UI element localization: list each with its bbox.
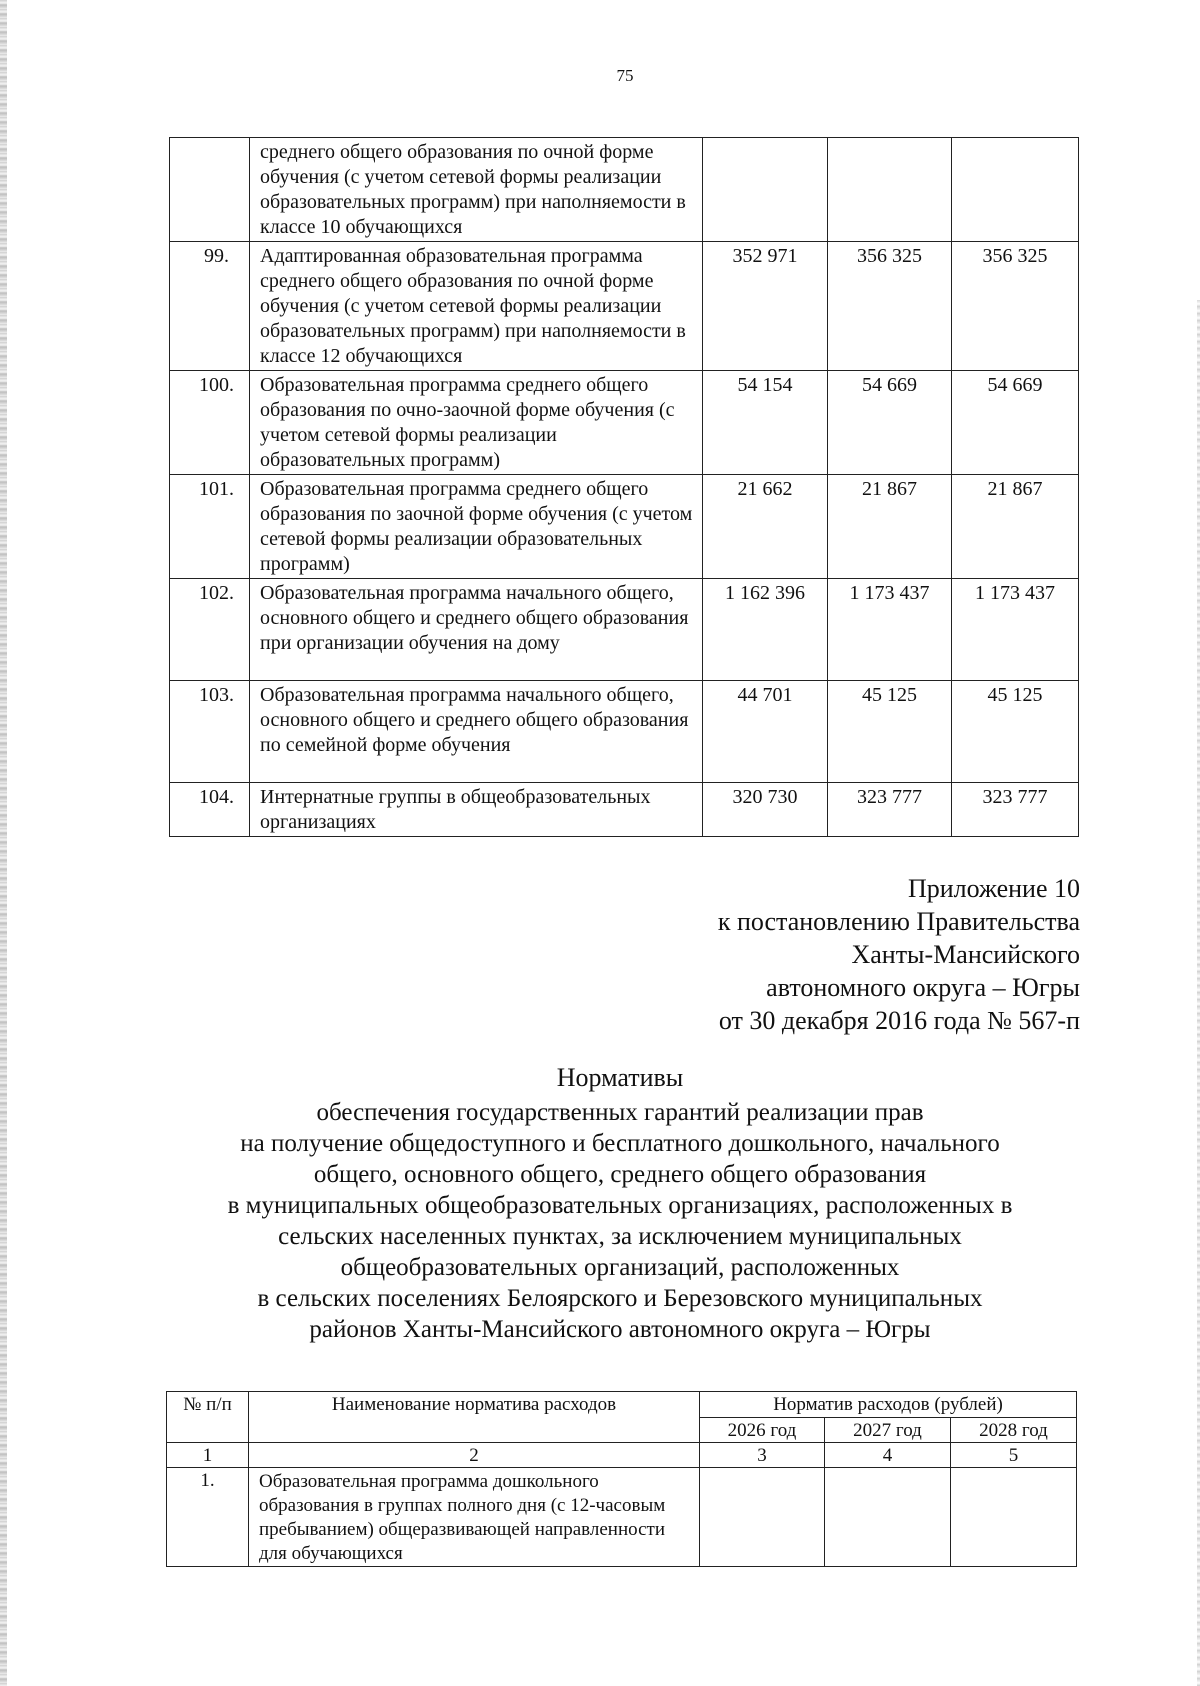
appendix-line: Ханты-Мансийского (851, 940, 1080, 969)
value-2028: 54 669 (952, 371, 1079, 475)
column-number-row (167, 1443, 1077, 1468)
column-number: 2 (249, 1443, 700, 1468)
column-number: 1 (167, 1443, 249, 1468)
column-number: 3 (700, 1443, 825, 1468)
value-2027: 356 325 (828, 242, 952, 371)
table-row (170, 783, 1079, 837)
table-row (167, 1468, 1077, 1567)
header-year: 2026 год (700, 1418, 825, 1443)
value-2026: 21 662 (703, 475, 828, 579)
table-row (170, 371, 1079, 475)
appendix-line: к постановлению Правительства (717, 907, 1080, 936)
table-header-row (167, 1392, 1077, 1418)
row-name: Интернатные группы в общеобразовательных организациях (250, 783, 703, 837)
header-number: № п/п (167, 1392, 249, 1443)
value-2027 (825, 1468, 951, 1567)
scan-edge-left (0, 0, 7, 1686)
value-2027: 1 173 437 (828, 579, 952, 681)
value-2027: 45 125 (828, 681, 952, 783)
appendix-line: Приложение 10 (907, 874, 1080, 903)
title-line: общего, основного общего, среднего общего образования (313, 1161, 927, 1188)
value-2028: 1 173 437 (952, 579, 1079, 681)
title-main: Нормативы (556, 1063, 684, 1092)
value-2028 (952, 138, 1079, 242)
value-2028: 45 125 (952, 681, 1079, 783)
row-name: Образовательная программа начального общего, основного общего и среднего общего образования при организации обучения на дому (250, 579, 703, 681)
value-2026: 54 154 (703, 371, 828, 475)
header-group: Норматив расходов (рублей) (700, 1392, 1077, 1418)
table-row (170, 681, 1079, 783)
title-line: на получение общедоступного и бесплатного дошкольного, начального (240, 1130, 1000, 1157)
document-title (150, 1062, 1090, 1345)
value-2027: 54 669 (828, 371, 952, 475)
row-number (170, 138, 250, 242)
value-2027: 323 777 (828, 783, 952, 837)
row-number: 104. (170, 783, 250, 837)
title-line: сельских населенных пунктах, за исключением муниципальных (278, 1223, 962, 1250)
row-name: Образовательная программа среднего общего образования по очно-заочной форме обучения (с учетом сетевой формы реализации образовательных программ) (250, 371, 703, 475)
value-2028: 356 325 (952, 242, 1079, 371)
appendix-block (560, 872, 1080, 1037)
row-number: 101. (170, 475, 250, 579)
row-name: Образовательная программа начального общего, основного общего и среднего общего образования по семейной форме обучения (250, 681, 703, 783)
row-name: среднего общего образования по очной форме обучения (с учетом сетевой формы реализации образовательных программ) при наполняемости в классе 10 обучающихся (250, 138, 703, 242)
appendix-line: автономного округа – Югры (766, 973, 1080, 1002)
value-2026: 1 162 396 (703, 579, 828, 681)
page-number: 75 (616, 66, 634, 85)
value-2028 (951, 1468, 1077, 1567)
table-row (170, 579, 1079, 681)
table-row (170, 138, 1079, 242)
header-name: Наименование норматива расходов (249, 1392, 700, 1443)
title-line: районов Ханты-Мансийского автономного округа – Югры (309, 1316, 931, 1343)
value-2027: 21 867 (828, 475, 952, 579)
row-number: 100. (170, 371, 250, 475)
row-name: Адаптированная образовательная программа среднего общего образования по очной форме обучения (с учетом сетевой формы реализации образовательных программ) при наполняемости в классе 12 обучающихся (250, 242, 703, 371)
row-number: 102. (170, 579, 250, 681)
value-2028: 323 777 (952, 783, 1079, 837)
value-2027 (828, 138, 952, 242)
row-number: 103. (170, 681, 250, 783)
row-name: Образовательная программа дошкольного образования в группах полного дня (с 12-часовым пребыванием) общеразвивающей направленности для обучающихся (249, 1468, 700, 1567)
column-number: 4 (825, 1443, 951, 1468)
value-2026: 352 971 (703, 242, 828, 371)
value-2026 (703, 138, 828, 242)
title-line: в муниципальных общеобразовательных организациях, расположенных в (227, 1192, 1013, 1219)
title-line: общеобразовательных организаций, расположенных (340, 1254, 900, 1281)
row-number: 99. (170, 242, 250, 371)
table-row (170, 475, 1079, 579)
title-line: в сельских поселениях Белоярского и Березовского муниципальных (257, 1285, 983, 1312)
norms-table (166, 1391, 1077, 1567)
continuation-table (169, 137, 1079, 837)
column-number: 5 (951, 1443, 1077, 1468)
value-2028: 21 867 (952, 475, 1079, 579)
appendix-line: от 30 декабря 2016 года № 567-п (718, 1006, 1080, 1035)
table-row (170, 242, 1079, 371)
header-year: 2028 год (951, 1418, 1077, 1443)
row-name: Образовательная программа среднего общего образования по заочной форме обучения (с учетом сетевой формы реализации образовательных программ) (250, 475, 703, 579)
value-2026 (700, 1468, 825, 1567)
header-year: 2027 год (825, 1418, 951, 1443)
value-2026: 44 701 (703, 681, 828, 783)
value-2026: 320 730 (703, 783, 828, 837)
row-number: 1. (167, 1468, 249, 1567)
title-line: обеспечения государственных гарантий реализации прав (316, 1099, 924, 1126)
